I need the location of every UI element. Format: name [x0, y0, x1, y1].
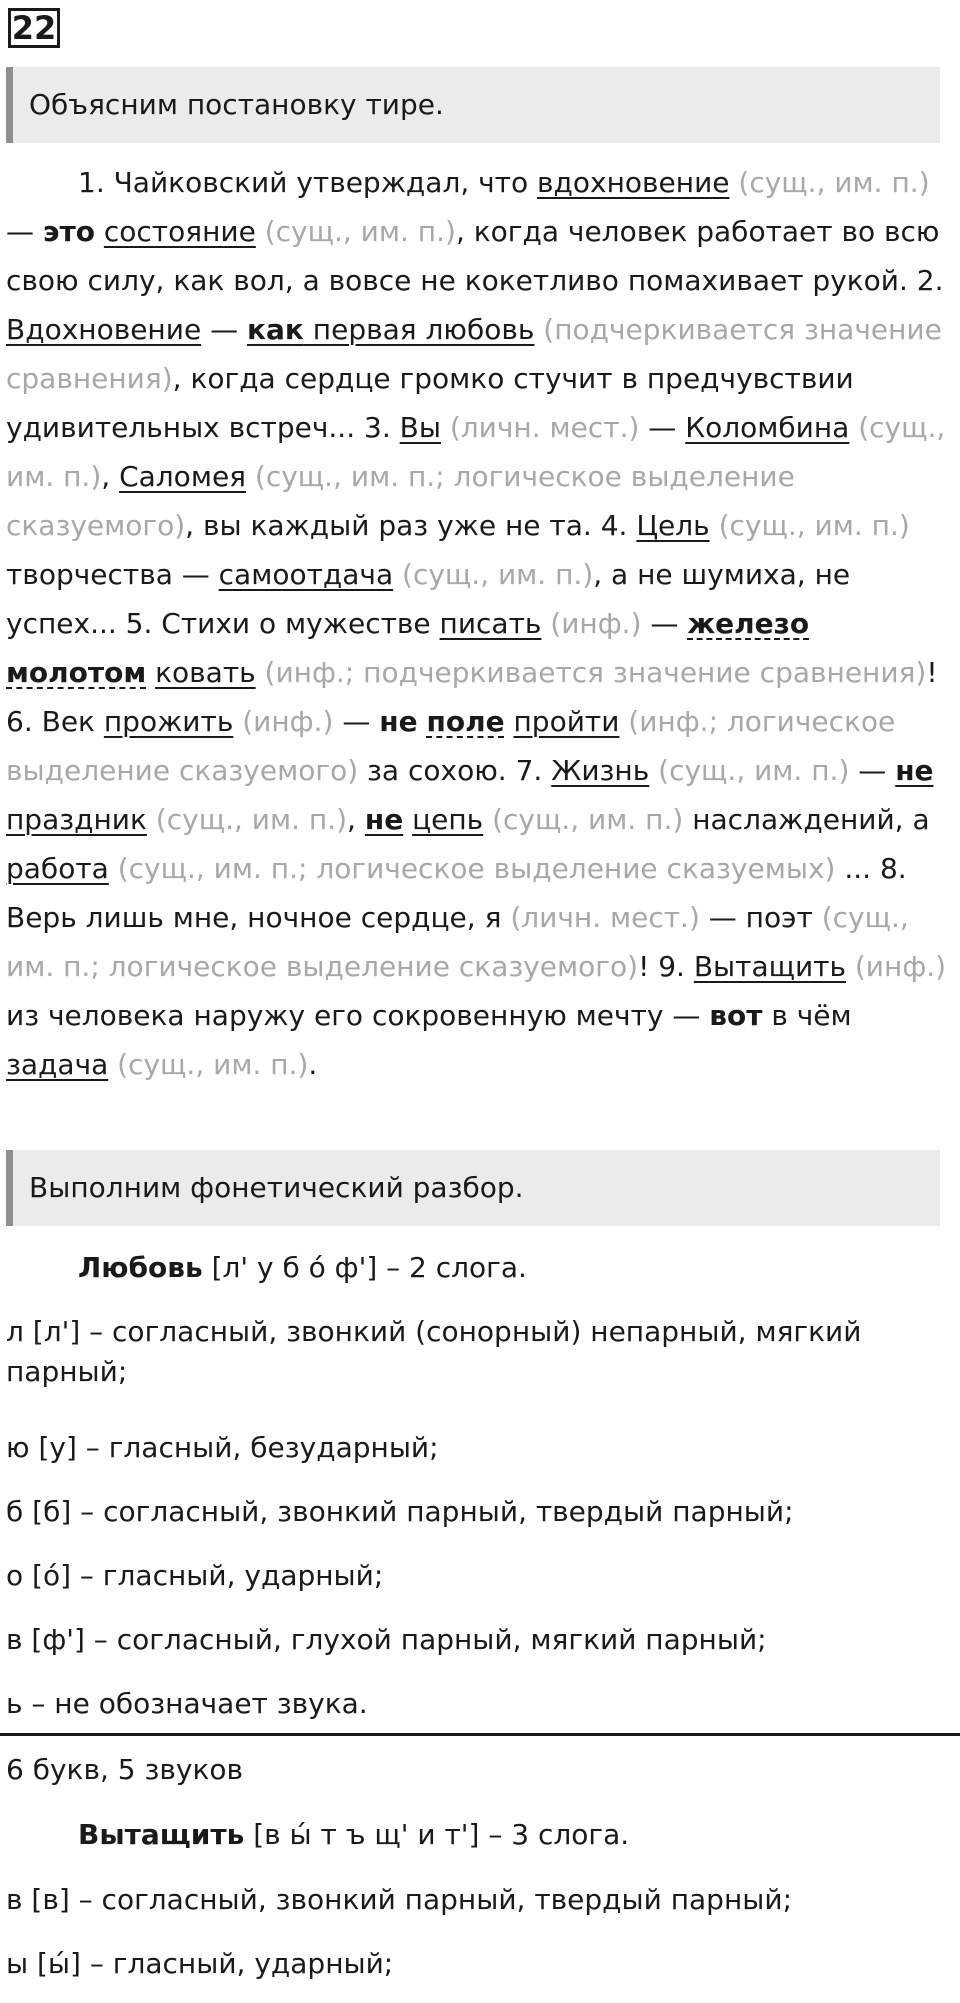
grammar-note: (подчеркивается значение сравнения) [6, 313, 942, 395]
section-heading-phonetic: Выполним фонетический разбор. [6, 1150, 940, 1226]
sound-line: в [ф'] – согласный, глухой парный, мягкий парный; [6, 1623, 767, 1656]
subject-word: Цель [636, 509, 710, 542]
adverbial-word: железо [687, 607, 810, 640]
grammar-note: (сущ., им. п.) [483, 803, 684, 836]
sound-line: л [л'] – согласный, звонкий (сонорный) непарный, мягкий парный; [6, 1315, 862, 1388]
grammar-note: (сущ., им. п.) [255, 215, 456, 248]
analyzed-word: Вытащить [78, 1818, 245, 1851]
predicate-word: цепь [412, 803, 484, 836]
subject-word: вдохновение [537, 166, 730, 199]
letters-sounds-summary: 6 букв, 5 звуков [6, 1753, 243, 1786]
grammar-note: (личн. мест.) [440, 411, 640, 444]
grammar-note: (сущ., им. п.) [108, 1048, 309, 1081]
subject-word: Вытащить [693, 950, 846, 983]
adverbial-word: молотом [6, 656, 147, 689]
grammar-note: (инф.) [845, 950, 947, 983]
grammar-note: (личн. мест.) [501, 901, 700, 934]
sound-line: ь – не обозначает звука. [6, 1687, 368, 1720]
sound-line: б [б] – согласный, звонкий парный, твердый парный; [6, 1495, 794, 1528]
section-heading-dash: Объясним постановку тире. [6, 67, 940, 143]
grammar-note: (инф.) [233, 705, 334, 738]
predicate-word: праздник [6, 803, 147, 836]
grammar-note: (сущ., им. п.; логическое выделение сказуемого) [6, 460, 795, 542]
grammar-note: (сущ., им. п.) [649, 754, 850, 787]
sound-line: в [в] – согласный, звонкий парный, твердый парный; [6, 1883, 792, 1916]
particle-word: это [42, 215, 95, 248]
grammar-note: (сущ., им. п.) [146, 803, 348, 836]
predicate-word: ковать [155, 656, 256, 689]
particle-word: не [364, 803, 404, 836]
predicate-word: пройти [513, 705, 620, 738]
predicate-word: Коломбина [685, 411, 850, 444]
subject-word: прожить [103, 705, 234, 738]
grammar-note: (сущ., им. п.; логическое выделение сказуемого) [6, 901, 909, 983]
analyzed-word: Любовь [78, 1251, 203, 1284]
word2-heading [6, 1815, 956, 1855]
grammar-note: (сущ., им. п.) [6, 411, 946, 493]
grammar-note: (инф.) [541, 607, 642, 640]
particle-word: как [246, 313, 304, 346]
grammar-note: (инф.; логическое выделение сказуемого) [6, 705, 896, 787]
subject-word: Жизнь [551, 754, 650, 787]
sound-line: о [о́] – гласный, ударный; [6, 1559, 384, 1592]
grammar-note: (сущ., им. п.) [709, 509, 910, 542]
transcription: [в ы́ т ъ щ' и т'] – 3 слога. [244, 1818, 630, 1851]
particle-word: не [379, 705, 418, 738]
sentences-paragraph: 1. Чайковский утверждал, что вдохновение (сущ., им. п.) — это состояние (сущ., им. п.), когда человек работает во всю свою силу, как вол, а вовсе не кокетливо помахивает рукой. 2. Вдохновение — как первая любовь (подчеркивается значение сравнения), когда сердце громко стучит в предчувствии удивительных встреч... 3. Вы (личн. мест.) — Коломбина (сущ., им. п.), Саломея (сущ., им. п.; логическое выделение сказуемого), вы каждый раз уже не та. 4. Цель (сущ., им. п.) творчества — самоотдача (сущ., им. п.), а не шумиха, не успех... 5. Стихи о мужестве писать (инф.) — железо молотом ковать (инф.; подчеркивается значение сравнения)! 6. Век прожить (инф.) — не поле пройти (инф.; логическое выделение сказуемого) за сохою. 7. Жизнь (сущ., им. п.) — не праздник (сущ., им. п.), не цепь (сущ., им. п.) наслаждений, а работа (сущ., им. п.; логическое выделение сказуемых) ... 8. Верь лишь мне, ночное сердце, я (личн. мест.) — поэт (сущ., им. п.; логическое выделение сказуемого)! 9. Вытащить (инф.) из человека наружу его сокровенную мечту — вот в чём задача (сущ., им. п.). [6, 166, 947, 1081]
subject-word: Вы [399, 411, 441, 444]
grammar-note: (сущ., им. п.; логическое выделение сказуемых) [108, 852, 836, 885]
particle-word: не [895, 754, 934, 787]
transcription: [л' у б о́ ф'] – 2 слога. [202, 1251, 527, 1284]
divider [0, 1733, 960, 1736]
exercise-number: 22 [8, 8, 60, 48]
predicate-word: задача [6, 1048, 109, 1081]
predicate-word: самоотдача [218, 558, 394, 591]
subject-word: писать [439, 607, 542, 640]
grammar-note: (сущ., им. п.) [729, 166, 930, 199]
adverbial-word: поле [426, 705, 505, 738]
word1-heading [6, 1248, 956, 1288]
predicate-word: работа [6, 852, 109, 885]
subject-word: Вдохновение [6, 313, 202, 346]
predicate-word: первая любовь [303, 313, 535, 346]
grammar-note: (инф.; подчеркивается значение сравнения) [255, 656, 927, 689]
predicate-word: состояние [103, 215, 256, 248]
particle-word: вот [709, 999, 763, 1032]
sound-line: ы [ы́] – гласный, ударный; [6, 1947, 394, 1980]
sound-line: ю [у] – гласный, безударный; [6, 1431, 439, 1464]
grammar-note: (сущ., им. п.) [393, 558, 594, 591]
predicate-word: Саломея [119, 460, 247, 493]
